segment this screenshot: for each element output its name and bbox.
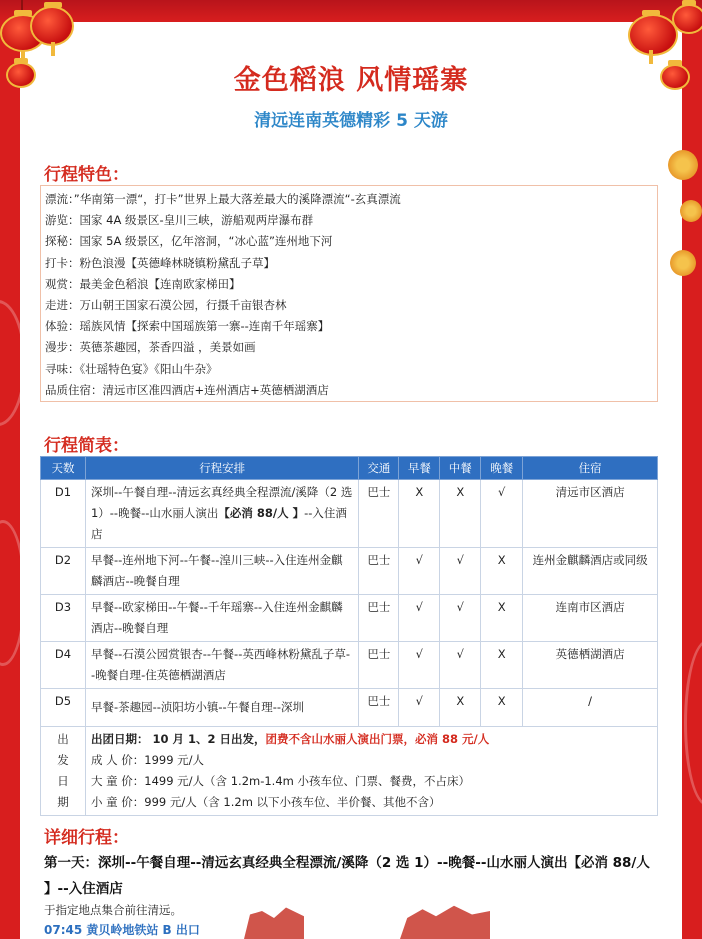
plan-cell: 早餐--石漠公园赏银杏--午餐--英西峰林粉黛乱子草--晚餐自理-住英德栖湖酒店 xyxy=(85,642,358,689)
day-cell: D4 xyxy=(41,642,86,689)
lunch-cell: X xyxy=(440,689,481,727)
day-cell: D5 xyxy=(41,689,86,727)
departure-label-char: 出 xyxy=(57,732,69,746)
price-small-child: 小 童 价：999 元/人（含 1.2m 以下小孩车位、半价餐、其他不含） xyxy=(90,795,441,809)
transport-cell: 巴士 xyxy=(359,480,399,548)
feature-item: 打卡：粉色浪漫【英德峰林晓镇粉黛乱子草】 xyxy=(45,255,275,270)
day1-paragraph: 于指定地点集合前往清远。 xyxy=(44,903,182,917)
breakfast-cell: √ xyxy=(399,689,440,727)
day1-title: 第一天：深圳--午餐自理--清远玄真经典全程漂流/溪降（2 选 1）--晚餐--山水丽人演出【必消 88/人 】--入住酒店 xyxy=(44,855,650,897)
column-header: 交通 xyxy=(359,457,399,480)
transport-cell: 巴士 xyxy=(359,689,399,727)
table-row xyxy=(41,548,658,595)
plan-cell: 早餐-茶趣园--浈阳坊小镇--午餐自理--深圳 xyxy=(85,689,358,727)
breakfast-cell: √ xyxy=(399,642,440,689)
lunch-cell: √ xyxy=(440,595,481,642)
decor-swirl xyxy=(684,640,702,806)
flower-decoration xyxy=(670,250,696,276)
feature-item: 寻味：《壮瑶特色宴》《阳山牛杂》 xyxy=(45,361,218,376)
table-row xyxy=(41,480,658,548)
departure-label-char: 发 xyxy=(57,753,69,767)
hotel-cell: 英德栖湖酒店 xyxy=(523,642,658,689)
day-cell: D2 xyxy=(41,548,86,595)
breakfast-cell: X xyxy=(399,480,440,548)
lantern-icon xyxy=(30,6,74,46)
column-header: 行程安排 xyxy=(85,457,358,480)
departure-row xyxy=(41,727,658,816)
column-header: 晚餐 xyxy=(481,457,523,480)
hotel-cell: 连州金麒麟酒店或同级 xyxy=(523,548,658,595)
plan-mandatory: 【必消 88/人 】 xyxy=(218,506,305,520)
feature-item: 体验：瑶族风情【探索中国瑶族第一寨--连南千年瑶寨】 xyxy=(45,319,330,334)
flower-decoration xyxy=(668,150,698,180)
price-big-child: 大 童 价：1499 元/人（含 1.2m-1.4m 小孩车位、门票、餐费，不占床） xyxy=(90,774,471,788)
lantern-icon xyxy=(672,4,702,34)
column-header: 早餐 xyxy=(399,457,440,480)
plan-text: 深圳--午餐自理--清远玄真经典全程漂流/溪降（2 选 1）--晚餐--山水丽人演出 xyxy=(90,485,353,520)
dinner-cell: X xyxy=(481,689,523,727)
day-cell: D3 xyxy=(41,595,86,642)
feature-item: 探秘：国家 5A 级景区，亿年溶洞，“冰心蓝”连州地下河 xyxy=(45,234,333,249)
column-header: 天数 xyxy=(41,457,86,480)
transport-cell: 巴士 xyxy=(359,595,399,642)
frame-top xyxy=(0,0,702,22)
table-row xyxy=(41,642,658,689)
plan-cell: 早餐--连州地下河--午餐--湟川三峡--入住连州金麒麟酒店--晚餐自理 xyxy=(85,548,358,595)
feature-item: 漂流：”华南第一漂“，打卡”世界上最大落差最大的溪降漂流“-玄真漂流 xyxy=(45,192,401,206)
plan-cell: 早餐--欧家梯田--午餐--千年瑶寨--入住连州金麒麟酒店--晚餐自理 xyxy=(85,595,358,642)
departure-label xyxy=(41,727,86,816)
departure-label-char: 日 xyxy=(57,774,69,788)
hotel-cell: 连南市区酒店 xyxy=(523,595,658,642)
feature-item: 走进：万山朝王国家石漠公园，行摄千亩银杏林 xyxy=(45,297,287,312)
features-box xyxy=(40,185,658,402)
dinner-cell: √ xyxy=(481,480,523,548)
departure-content xyxy=(85,727,657,816)
column-header: 住宿 xyxy=(523,457,658,480)
feature-item: 品质住宿：清远市区准四酒店+连州酒店+英德栖湖酒店 xyxy=(45,382,329,397)
table-row xyxy=(41,689,658,727)
flower-decoration xyxy=(680,200,702,222)
hotel-cell: / xyxy=(523,689,658,727)
lunch-cell: √ xyxy=(440,642,481,689)
feature-item: 漫步：英德茶趣园，茶香四溢 ，美景如画 xyxy=(45,340,256,355)
feature-item: 观赏：最美金色稻浪【连南欧家梯田】 xyxy=(45,276,241,291)
lunch-cell: √ xyxy=(440,548,481,595)
transport-cell: 巴士 xyxy=(359,548,399,595)
dinner-cell: X xyxy=(481,642,523,689)
dinner-cell: X xyxy=(481,548,523,595)
day-cell: D1 xyxy=(41,480,86,548)
breakfast-cell: √ xyxy=(399,595,440,642)
plan-text-end: --入住酒店 xyxy=(90,506,347,541)
detail-heading: 详细行程： xyxy=(44,828,129,848)
page-subtitle: 清远连南英德精彩 5 天游 xyxy=(254,111,448,131)
hotel-cell: 清远市区酒店 xyxy=(523,480,658,548)
page-title: 金色稻浪 风情瑶寨 xyxy=(233,65,469,96)
dinner-cell: X xyxy=(481,595,523,642)
table-header-row xyxy=(41,457,658,480)
breakfast-cell: √ xyxy=(399,548,440,595)
plan-cell xyxy=(85,480,358,548)
departure-notice: 团费不含山水丽人演出门票，必消 88 元/人 xyxy=(265,732,490,746)
features-heading: 行程特色： xyxy=(44,165,129,185)
schedule-table xyxy=(40,456,658,816)
table-row xyxy=(41,595,658,642)
column-header: 中餐 xyxy=(440,457,481,480)
price-adult: 成 人 价：1999 元/人 xyxy=(90,753,205,767)
feature-item: 游览：国家 4A 级景区-皇川三峡，游船观两岸瀑布群 xyxy=(45,213,314,228)
day1-time-line: 07:45 黄贝岭地铁站 B 出口 xyxy=(44,923,200,937)
departure-label-char: 期 xyxy=(57,795,69,809)
departure-date-line xyxy=(91,729,652,750)
departure-date: 出团日期： 10 月 1、2 日出发， xyxy=(90,732,266,746)
lantern-icon xyxy=(628,14,678,56)
transport-cell: 巴士 xyxy=(359,642,399,689)
lunch-cell: X xyxy=(440,480,481,548)
schedule-heading: 行程简表： xyxy=(44,436,129,456)
